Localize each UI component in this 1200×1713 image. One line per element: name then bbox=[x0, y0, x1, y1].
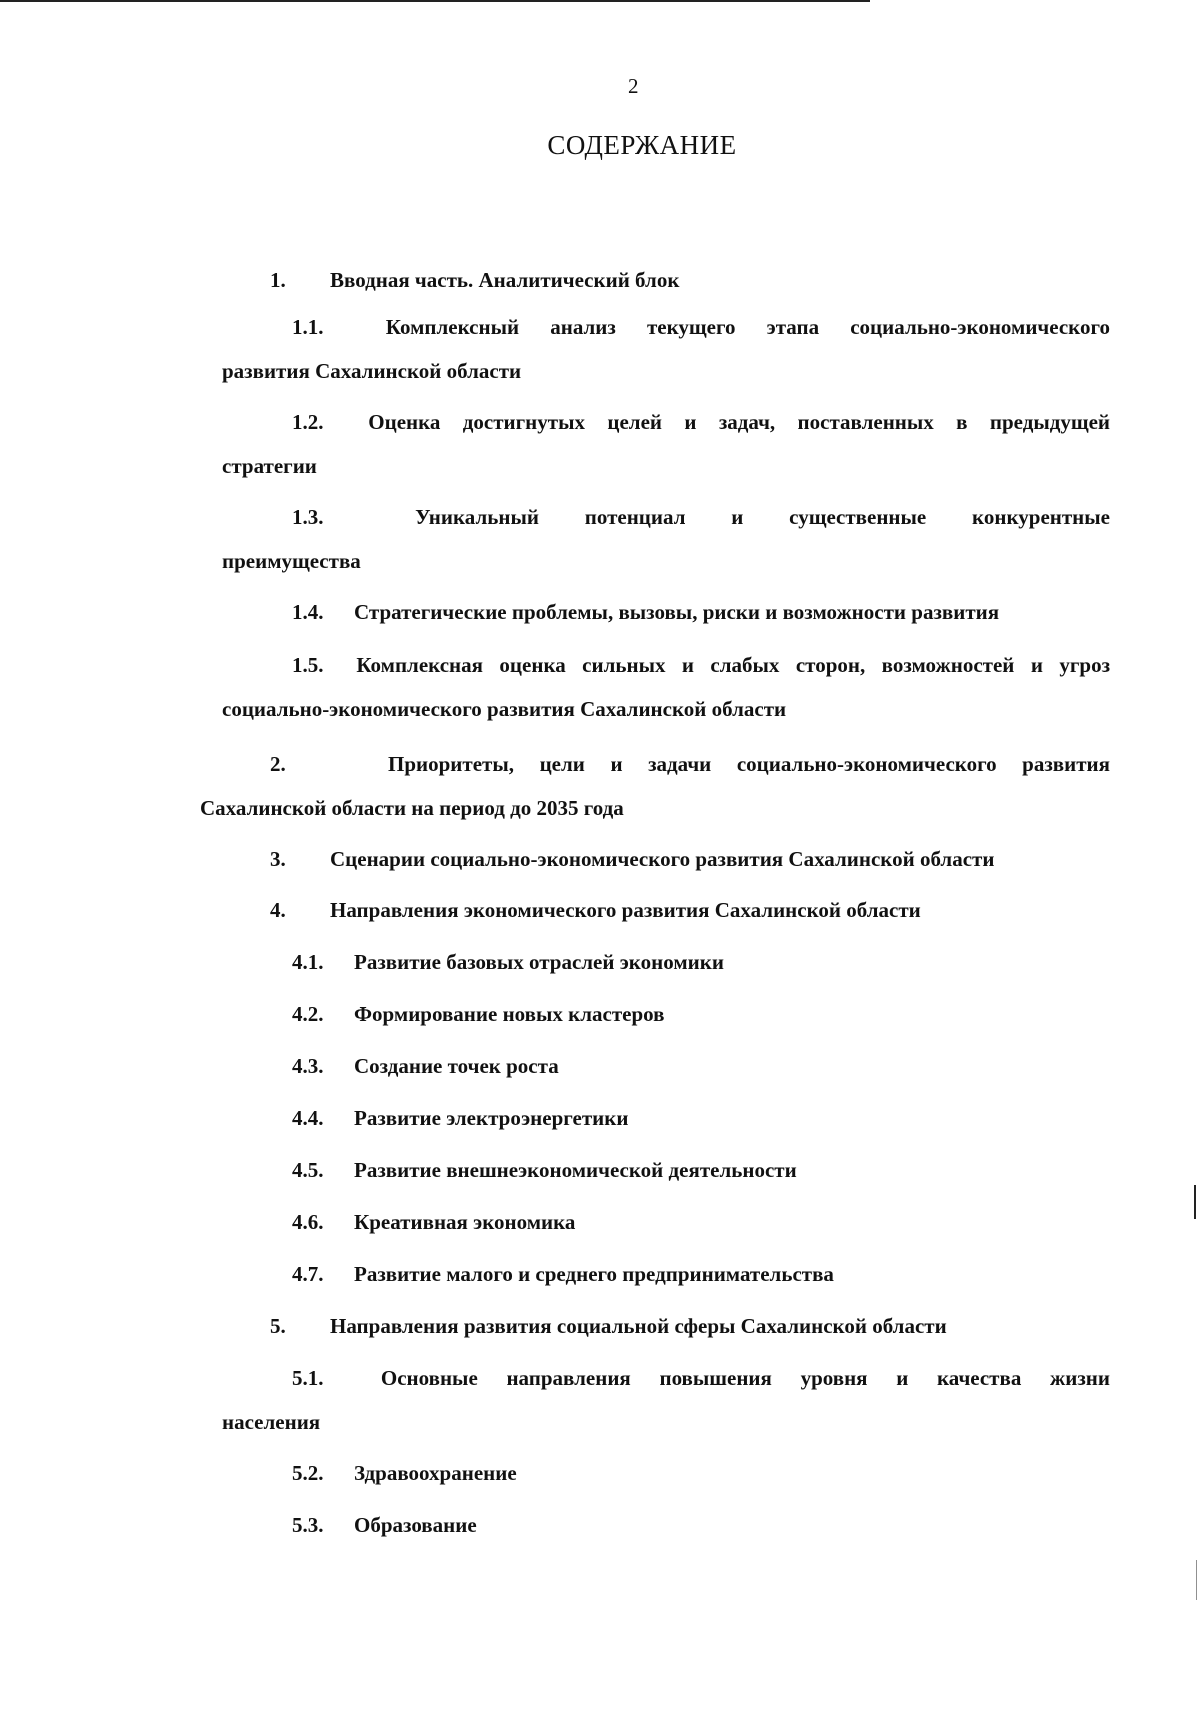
toc-text: Комплексный анализ текущего этапа социально-экономического bbox=[385, 315, 1110, 339]
toc-text: Развитие малого и среднего предпринимательства bbox=[354, 1262, 834, 1286]
toc-number: 1.2. bbox=[292, 410, 324, 434]
toc-number: 4.1. bbox=[292, 950, 324, 974]
toc-number: 5.3. bbox=[292, 1513, 324, 1537]
toc-entry bbox=[270, 743, 1110, 785]
toc-number: 5.1. bbox=[292, 1366, 324, 1390]
toc-text: Вводная часть. Аналитический блок bbox=[330, 268, 680, 292]
toc-number: 4.3. bbox=[292, 1054, 324, 1078]
toc-text-continued: развития Сахалинской области bbox=[222, 359, 522, 383]
toc-number: 4. bbox=[270, 898, 286, 922]
toc-text: Стратегические проблемы, вызовы, риски и возможности развития bbox=[354, 600, 1000, 624]
toc-number: 3. bbox=[270, 847, 286, 871]
toc-text: Направления развития социальной сферы Сахалинской области bbox=[330, 1314, 947, 1338]
toc-text-continued: стратегии bbox=[222, 454, 317, 478]
toc-entry bbox=[292, 401, 1110, 443]
toc-number: 5. bbox=[270, 1314, 286, 1338]
toc-text: Развитие внешнеэкономической деятельности bbox=[354, 1158, 797, 1182]
toc-text: Комплексная оценка сильных и слабых сторон, возможностей и угроз bbox=[356, 653, 1111, 677]
toc-number: 1.4. bbox=[292, 600, 324, 624]
toc-text-continued: преимущества bbox=[222, 549, 361, 573]
toc-text: Создание точек роста bbox=[354, 1054, 559, 1078]
toc-text: Здравоохранение bbox=[354, 1461, 517, 1485]
toc-number: 4.4. bbox=[292, 1106, 324, 1130]
toc-entry bbox=[292, 306, 1110, 348]
toc-number: 4.7. bbox=[292, 1262, 324, 1286]
toc-text: Приоритеты, цели и задачи социально-экономического развития bbox=[388, 752, 1110, 776]
toc-number: 5.2. bbox=[292, 1461, 324, 1485]
toc-number: 4.2. bbox=[292, 1002, 324, 1026]
toc-number: 2. bbox=[270, 752, 286, 776]
toc-text: Оценка достигнутых целей и задач, поставленных в предыдущей bbox=[368, 410, 1111, 434]
toc-text: Уникальный потенциал и существенные конкурентные bbox=[415, 505, 1110, 529]
toc-text: Развитие электроэнергетики bbox=[354, 1106, 629, 1130]
toc-entry bbox=[292, 496, 1110, 538]
toc-number: 4.5. bbox=[292, 1158, 324, 1182]
page-title: СОДЕРЖАНИЕ bbox=[547, 130, 737, 160]
toc-text: Сценарии социально-экономического развития Сахалинской области bbox=[330, 847, 995, 871]
toc-text-continued: населения bbox=[222, 1410, 321, 1434]
toc-number: 1.3. bbox=[292, 505, 324, 529]
page-number: 2 bbox=[628, 74, 639, 98]
toc-text: Направления экономического развития Сахалинской области bbox=[330, 898, 921, 922]
scan-edge-mark bbox=[1196, 1560, 1197, 1600]
toc-text: Развитие базовых отраслей экономики bbox=[354, 950, 724, 974]
toc-text-continued: Сахалинской области на период до 2035 года bbox=[200, 796, 624, 820]
toc-number: 1. bbox=[270, 268, 286, 292]
toc-number: 4.6. bbox=[292, 1210, 324, 1234]
scan-edge-mark bbox=[1194, 1185, 1196, 1219]
toc-text: Основные направления повышения уровня и качества жизни bbox=[380, 1366, 1110, 1390]
toc-text: Образование bbox=[354, 1513, 477, 1537]
toc-text: Формирование новых кластеров bbox=[354, 1002, 665, 1026]
toc-entry bbox=[292, 1357, 1110, 1399]
scan-border-line bbox=[0, 0, 870, 2]
toc-text: Креативная экономика bbox=[354, 1210, 576, 1234]
toc-text-continued: социально-экономического развития Сахалинской области bbox=[222, 697, 787, 721]
toc-number: 1.1. bbox=[292, 315, 324, 339]
toc-entry bbox=[292, 644, 1110, 686]
toc-number: 1.5. bbox=[292, 653, 324, 677]
